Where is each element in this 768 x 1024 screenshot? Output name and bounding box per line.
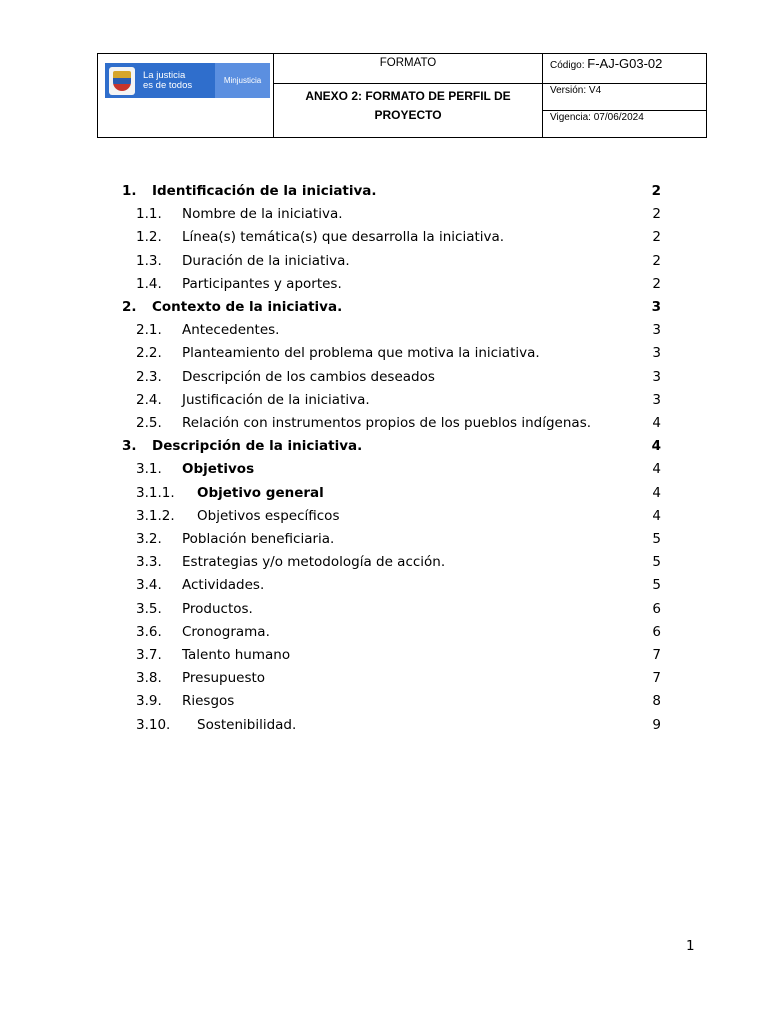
toc-entry-page: 8	[652, 693, 661, 710]
toc-entry-number: 2.2.	[136, 345, 162, 362]
code-label: Código:	[550, 60, 585, 71]
version-cell: Versión: V4	[550, 85, 602, 96]
logo-brand: Minjusticia	[215, 63, 270, 98]
toc-entry-title[interactable]: Objetivo general	[197, 484, 324, 501]
toc-entry-title[interactable]: Línea(s) temática(s) que desarrolla la iniciativa.	[182, 229, 505, 246]
toc-entry-title[interactable]: Descripción de la iniciativa.	[152, 438, 363, 455]
toc-entry[interactable]	[0, 529, 768, 549]
toc-entry-title[interactable]: Cronograma.	[182, 623, 270, 640]
toc-entry-title[interactable]: Productos.	[182, 600, 253, 617]
header-divider	[542, 54, 543, 137]
toc-entry[interactable]	[0, 715, 768, 735]
toc-entry[interactable]	[0, 227, 768, 247]
code-value: F-AJ-G03-02	[587, 56, 663, 71]
toc-entry-page: 9	[652, 716, 661, 733]
logo-left-block	[105, 63, 215, 98]
toc-entry-page: 6	[652, 623, 661, 640]
toc-entry-title[interactable]: Presupuesto	[182, 670, 266, 687]
toc-entry-page: 4	[652, 461, 661, 478]
toc-entry-number: 1.1.	[136, 206, 162, 223]
toc-entry[interactable]	[0, 506, 768, 526]
toc-entry-number: 2.1.	[136, 322, 162, 339]
ministry-logo	[105, 63, 270, 98]
toc-entry-number: 1.2.	[136, 229, 162, 246]
toc-entry-title[interactable]: Duración de la iniciativa.	[182, 252, 350, 269]
coat-of-arms-icon	[109, 67, 135, 95]
toc-entry-page: 3	[652, 391, 661, 408]
toc-entry-page: 3	[651, 299, 661, 315]
toc-entry-page: 4	[652, 415, 661, 431]
toc-entry-title[interactable]: Riesgos	[182, 693, 235, 710]
toc-entry-page: 3	[652, 345, 661, 362]
toc-entry-number: 2.3.	[136, 368, 162, 385]
toc-entry-title[interactable]: Actividades.	[182, 577, 265, 594]
toc-entry[interactable]	[0, 320, 768, 340]
toc-entry[interactable]	[0, 459, 768, 479]
toc-entry-title[interactable]: Relación con instrumentos propios de los pueblos indígenas.	[182, 415, 592, 431]
toc-entry-page: 7	[652, 647, 661, 663]
toc-entry-title[interactable]: Estrategias y/o metodología de acción.	[182, 554, 446, 571]
toc-entry-page: 3	[652, 322, 661, 339]
toc-entry-number: 3.9.	[136, 693, 162, 710]
toc-entry-title[interactable]: Contexto de la iniciativa.	[152, 299, 343, 315]
toc-entry-number: 3.5.	[136, 600, 162, 617]
toc-entry-title[interactable]: Población beneficiaria.	[182, 531, 335, 547]
toc-entry-title[interactable]: Descripción de los cambios deseados	[182, 368, 435, 385]
toc-entry-number: 3.6.	[136, 623, 162, 640]
toc-entry-title[interactable]: Antecedentes.	[182, 322, 280, 339]
toc-entry-title[interactable]: Talento humano	[182, 647, 291, 663]
toc-entry-title[interactable]: Planteamiento del problema que motiva la iniciativa.	[182, 345, 540, 362]
toc-entry-number: 3.7.	[136, 647, 162, 663]
header-divider	[542, 110, 707, 111]
toc-entry[interactable]	[0, 413, 768, 433]
toc-entry-number: 2.5.	[136, 415, 162, 431]
toc-entry-page: 2	[652, 229, 661, 246]
toc-entry[interactable]	[0, 297, 768, 317]
toc-entry[interactable]	[0, 575, 768, 595]
toc-entry-title[interactable]: Nombre de la iniciativa.	[182, 206, 343, 223]
toc-entry[interactable]	[0, 599, 768, 619]
toc-entry-number: 1.3.	[136, 252, 162, 269]
toc-entry-title[interactable]: Objetivos específicos	[197, 507, 340, 524]
format-label: FORMATO	[379, 57, 437, 69]
toc-entry[interactable]	[0, 436, 768, 456]
toc-entry-number: 3.8.	[136, 670, 162, 687]
toc-entry[interactable]	[0, 343, 768, 363]
validity-cell: Vigencia: 07/06/2024	[550, 112, 644, 123]
header-divider	[273, 83, 707, 84]
toc-entry[interactable]	[0, 645, 768, 665]
toc-entry-title[interactable]: Participantes y aportes.	[182, 275, 342, 292]
toc-entry-page: 5	[652, 554, 661, 571]
toc-entry-number: 1.4.	[136, 275, 162, 292]
toc-entry-page: 2	[652, 206, 661, 223]
toc-entry[interactable]	[0, 204, 768, 224]
logo-slogan: La justicia es de todos	[143, 69, 193, 91]
toc-entry[interactable]	[0, 622, 768, 642]
toc-entry[interactable]	[0, 483, 768, 503]
toc-entry[interactable]	[0, 390, 768, 410]
toc-entry-number: 3.2.	[136, 531, 162, 547]
toc-entry-number: 2.	[122, 299, 137, 315]
toc-entry-number: 3.1.1.	[136, 484, 175, 501]
toc-entry-page: 2	[652, 252, 661, 269]
toc-entry-page: 6	[652, 600, 661, 617]
toc-entry-number: 3.	[122, 438, 137, 455]
toc-entry-page: 7	[652, 670, 661, 687]
toc-entry[interactable]	[0, 181, 768, 201]
toc-entry-page: 4	[652, 507, 661, 524]
toc-entry[interactable]	[0, 251, 768, 271]
toc-entry[interactable]	[0, 668, 768, 688]
toc-entry-title[interactable]: Justificación de la iniciativa.	[182, 391, 370, 408]
toc-entry[interactable]	[0, 552, 768, 572]
toc-entry-number: 2.4.	[136, 391, 162, 408]
toc-entry-title[interactable]: Identificación de la iniciativa.	[152, 183, 377, 199]
document-title: ANEXO 2: FORMATO DE PERFIL DE PROYECTO	[305, 89, 511, 122]
toc-entry-page: 5	[652, 577, 661, 594]
toc-entry-title[interactable]: Objetivos	[182, 461, 255, 478]
toc-entry-number: 3.1.	[136, 461, 162, 478]
document-header-table	[97, 53, 707, 138]
page-number: 1	[686, 938, 695, 954]
toc-entry-page: 2	[652, 275, 661, 292]
toc-entry[interactable]	[0, 691, 768, 711]
code-cell	[550, 56, 662, 71]
toc-entry-page: 5	[652, 531, 661, 547]
toc-entry[interactable]	[0, 367, 768, 387]
toc-entry-number: 3.3.	[136, 554, 162, 571]
toc-entry-title[interactable]: Sostenibilidad.	[197, 716, 297, 733]
toc-entry[interactable]	[0, 274, 768, 294]
toc-entry-page: 2	[651, 183, 661, 199]
toc-entry-number: 1.	[122, 183, 137, 199]
toc-entry-page: 4	[651, 438, 661, 455]
toc-entry-number: 3.10.	[136, 716, 171, 733]
toc-entry-number: 3.1.2.	[136, 507, 175, 524]
toc-entry-page: 4	[652, 484, 661, 501]
toc-entry-number: 3.4.	[136, 577, 162, 594]
toc-entry-page: 3	[652, 368, 661, 385]
